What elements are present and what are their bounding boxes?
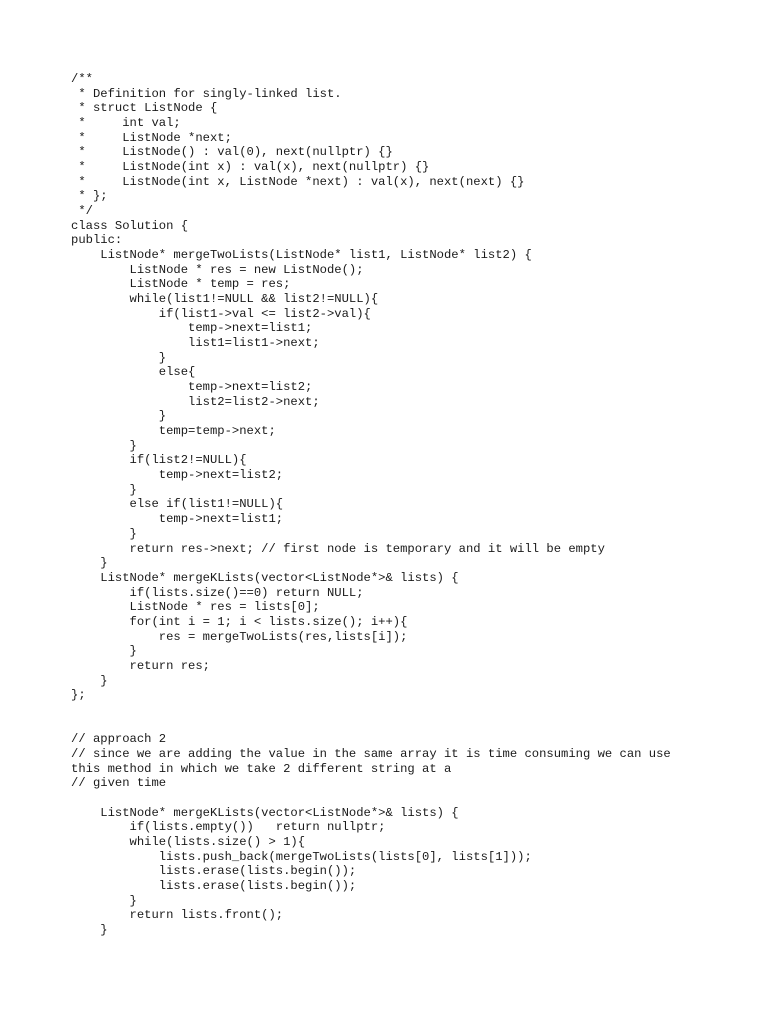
code-line: * }; xyxy=(71,189,108,204)
code-line: } xyxy=(71,409,167,424)
code-line: */ xyxy=(71,204,93,219)
code-line: return res->next; // first node is temporary and it will be empty xyxy=(71,541,605,556)
code-line: * struct ListNode { xyxy=(71,101,218,116)
code-line: ListNode * res = new ListNode(); xyxy=(71,262,364,277)
code-line: } xyxy=(71,644,137,659)
code-line: }; xyxy=(71,688,86,703)
code-line: else{ xyxy=(71,365,196,380)
code-line: lists.erase(lists.begin()); xyxy=(71,864,357,879)
code-line: else if(list1!=NULL){ xyxy=(71,497,284,512)
code-line: ListNode * res = lists[0]; xyxy=(71,600,320,615)
code-line: if(lists.empty()) return nullptr; xyxy=(71,820,386,835)
code-line: } xyxy=(71,526,137,541)
code-line xyxy=(71,703,671,718)
code-line: temp->next=list2; xyxy=(71,380,313,395)
code-line: return res; xyxy=(71,658,210,673)
code-line: if(list1->val <= list2->val){ xyxy=(71,306,371,321)
code-line: if(lists.size()==0) return NULL; xyxy=(71,585,364,600)
code-line: class Solution { xyxy=(71,218,189,233)
code-line: ListNode* mergeKLists(vector<ListNode*>& lists) { xyxy=(71,570,459,585)
code-line: return lists.front(); xyxy=(71,908,284,923)
code-line: // approach 2 xyxy=(71,732,167,747)
code-line: if(list2!=NULL){ xyxy=(71,453,247,468)
code-line: while(list1!=NULL && list2!=NULL){ xyxy=(71,292,379,307)
code-line: while(lists.size() > 1){ xyxy=(71,834,306,849)
code-line: list2=list2->next; xyxy=(71,394,320,409)
code-line: ListNode* mergeTwoLists(ListNode* list1, ListNode* list2) { xyxy=(71,248,532,263)
code-line: } xyxy=(71,482,137,497)
code-line: /** xyxy=(71,72,93,86)
code-line: public: xyxy=(71,233,123,248)
code-line: lists.erase(lists.begin()); xyxy=(71,878,357,893)
code-line: * Definition for singly-linked list. xyxy=(71,86,342,101)
code-line: } xyxy=(71,438,137,453)
code-line: // given time xyxy=(71,776,167,791)
code-line: } xyxy=(71,673,108,688)
code-line: temp->next=list1; xyxy=(71,321,313,336)
code-line: this method in which we take 2 different string at a xyxy=(71,761,452,776)
code-block xyxy=(71,72,671,938)
code-line: * ListNode *next; xyxy=(71,130,232,145)
code-line: * ListNode(int x, ListNode *next) : val(x), next(next) {} xyxy=(71,174,525,189)
code-line: ListNode * temp = res; xyxy=(71,277,291,292)
code-line: temp->next=list2; xyxy=(71,468,284,483)
code-line: temp=temp->next; xyxy=(71,424,276,439)
code-line: list1=list1->next; xyxy=(71,336,320,351)
code-line: res = mergeTwoLists(res,lists[i]); xyxy=(71,629,408,644)
code-line: } xyxy=(71,922,108,937)
code-line xyxy=(71,791,671,806)
code-line: * int val; xyxy=(71,116,181,131)
code-line: ListNode* mergeKLists(vector<ListNode*>& lists) { xyxy=(71,805,459,820)
code-line: for(int i = 1; i < lists.size(); i++){ xyxy=(71,614,408,629)
code-line: * ListNode(int x) : val(x), next(nullptr) {} xyxy=(71,160,430,175)
code-line xyxy=(71,718,671,733)
code-line: lists.push_back(mergeTwoLists(lists[0], lists[1])); xyxy=(71,849,532,864)
code-line: * ListNode() : val(0), next(nullptr) {} xyxy=(71,145,393,160)
code-line: } xyxy=(71,893,137,908)
code-line: } xyxy=(71,556,108,571)
code-line: temp->next=list1; xyxy=(71,512,284,527)
code-line: } xyxy=(71,350,167,365)
code-line: // since we are adding the value in the same array it is time consuming we can use xyxy=(71,746,671,761)
